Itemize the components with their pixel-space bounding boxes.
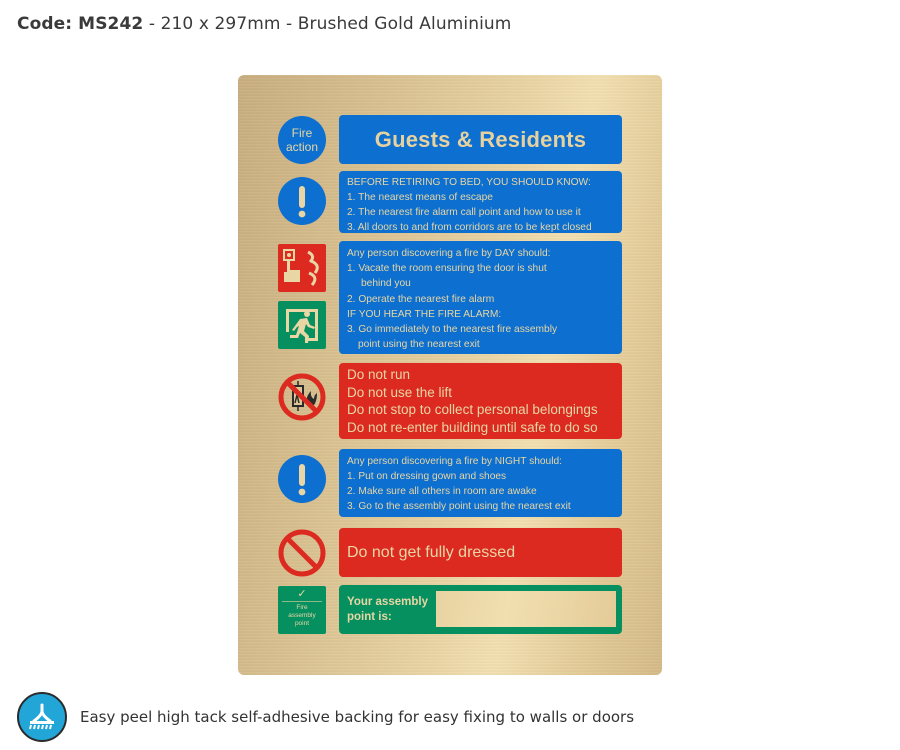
- night-heading: Any person discovering a fire by NIGHT should:: [347, 456, 562, 467]
- prohibition-icon: [278, 529, 326, 581]
- fire-action-icon: [278, 116, 326, 164]
- assembly-point-label: [347, 595, 428, 625]
- day-line: 1. Vacate the room ensuring the door is shut: [347, 263, 547, 275]
- dont-dress-panel: [339, 528, 622, 577]
- title-panel: [339, 115, 622, 164]
- fire-action-label-1: Fire: [291, 126, 313, 140]
- night-item: 1. Put on dressing gown and shoes: [347, 471, 507, 482]
- product-code: Code: MS242: [17, 14, 144, 34]
- donts-panel: [339, 363, 622, 439]
- fire-action-sign: [238, 75, 662, 675]
- assembly-point-panel: [339, 585, 622, 634]
- day-line: IF YOU HEAR THE FIRE ALARM:: [347, 308, 502, 320]
- before-bed-panel: [339, 171, 622, 233]
- feature-adhesive-backing: [17, 692, 634, 742]
- assembly-label-line: Your assembly: [347, 596, 428, 608]
- exclamation-icon: [278, 177, 326, 225]
- night-item: 2. Make sure all others in room are awake: [347, 486, 537, 497]
- fire-action-label-2: action: [285, 140, 319, 154]
- assembly-icon-label: point: [294, 620, 310, 627]
- check-icon: ✓: [282, 587, 322, 602]
- sign-title: Guests & Residents: [374, 126, 587, 152]
- night-instructions-panel: [339, 449, 622, 517]
- product-spec: - 210 x 297mm - Brushed Gold Aluminium: [143, 14, 512, 34]
- day-line: 3. Go immediately to the nearest fire assembly: [347, 324, 558, 336]
- before-bed-item: 1. The nearest means of escape: [347, 192, 493, 203]
- day-line: point using the nearest exit: [358, 339, 480, 351]
- night-item: 3. Go to the assembly point using the nearest exit: [347, 501, 571, 512]
- product-code-heading: [17, 14, 511, 34]
- fire-exit-running-man-icon: [278, 301, 326, 353]
- dont-line: Do not stop to collect personal belongings: [347, 402, 598, 417]
- day-instructions-panel: [339, 241, 622, 354]
- fire-alarm-call-point-icon: [278, 244, 326, 296]
- exclamation-icon: [278, 455, 326, 503]
- before-bed-item: 2. The nearest fire alarm call point and how to use it: [347, 207, 581, 218]
- assembly-icon-label: assembly: [288, 612, 316, 619]
- assembly-icon-label: Fire: [296, 604, 308, 611]
- no-lift-in-fire-icon: [278, 373, 326, 425]
- feature-text: Easy peel high tack self-adhesive backing for easy fixing to walls or doors: [80, 708, 635, 726]
- assembly-label-line: point is:: [347, 611, 392, 623]
- fire-assembly-point-icon: [278, 586, 326, 634]
- before-bed-heading: BEFORE RETIRING TO BED, YOU SHOULD KNOW:: [347, 177, 591, 188]
- assembly-point-write-in-field: [436, 591, 616, 627]
- day-line: Any person discovering a fire by DAY should:: [347, 248, 551, 259]
- day-line: behind you: [361, 278, 411, 290]
- adhesive-backing-icon: [17, 692, 67, 742]
- dont-line: Do not re-enter building until safe to do so: [347, 419, 598, 435]
- dont-line: Do not run: [347, 367, 411, 382]
- dont-line: Do not use the lift: [347, 384, 453, 400]
- before-bed-item: 3. All doors to and from corridors are to be kept closed: [347, 222, 592, 233]
- day-line: 2. Operate the nearest fire alarm: [347, 293, 495, 305]
- dont-dress-text: Do not get fully dressed: [347, 543, 516, 561]
